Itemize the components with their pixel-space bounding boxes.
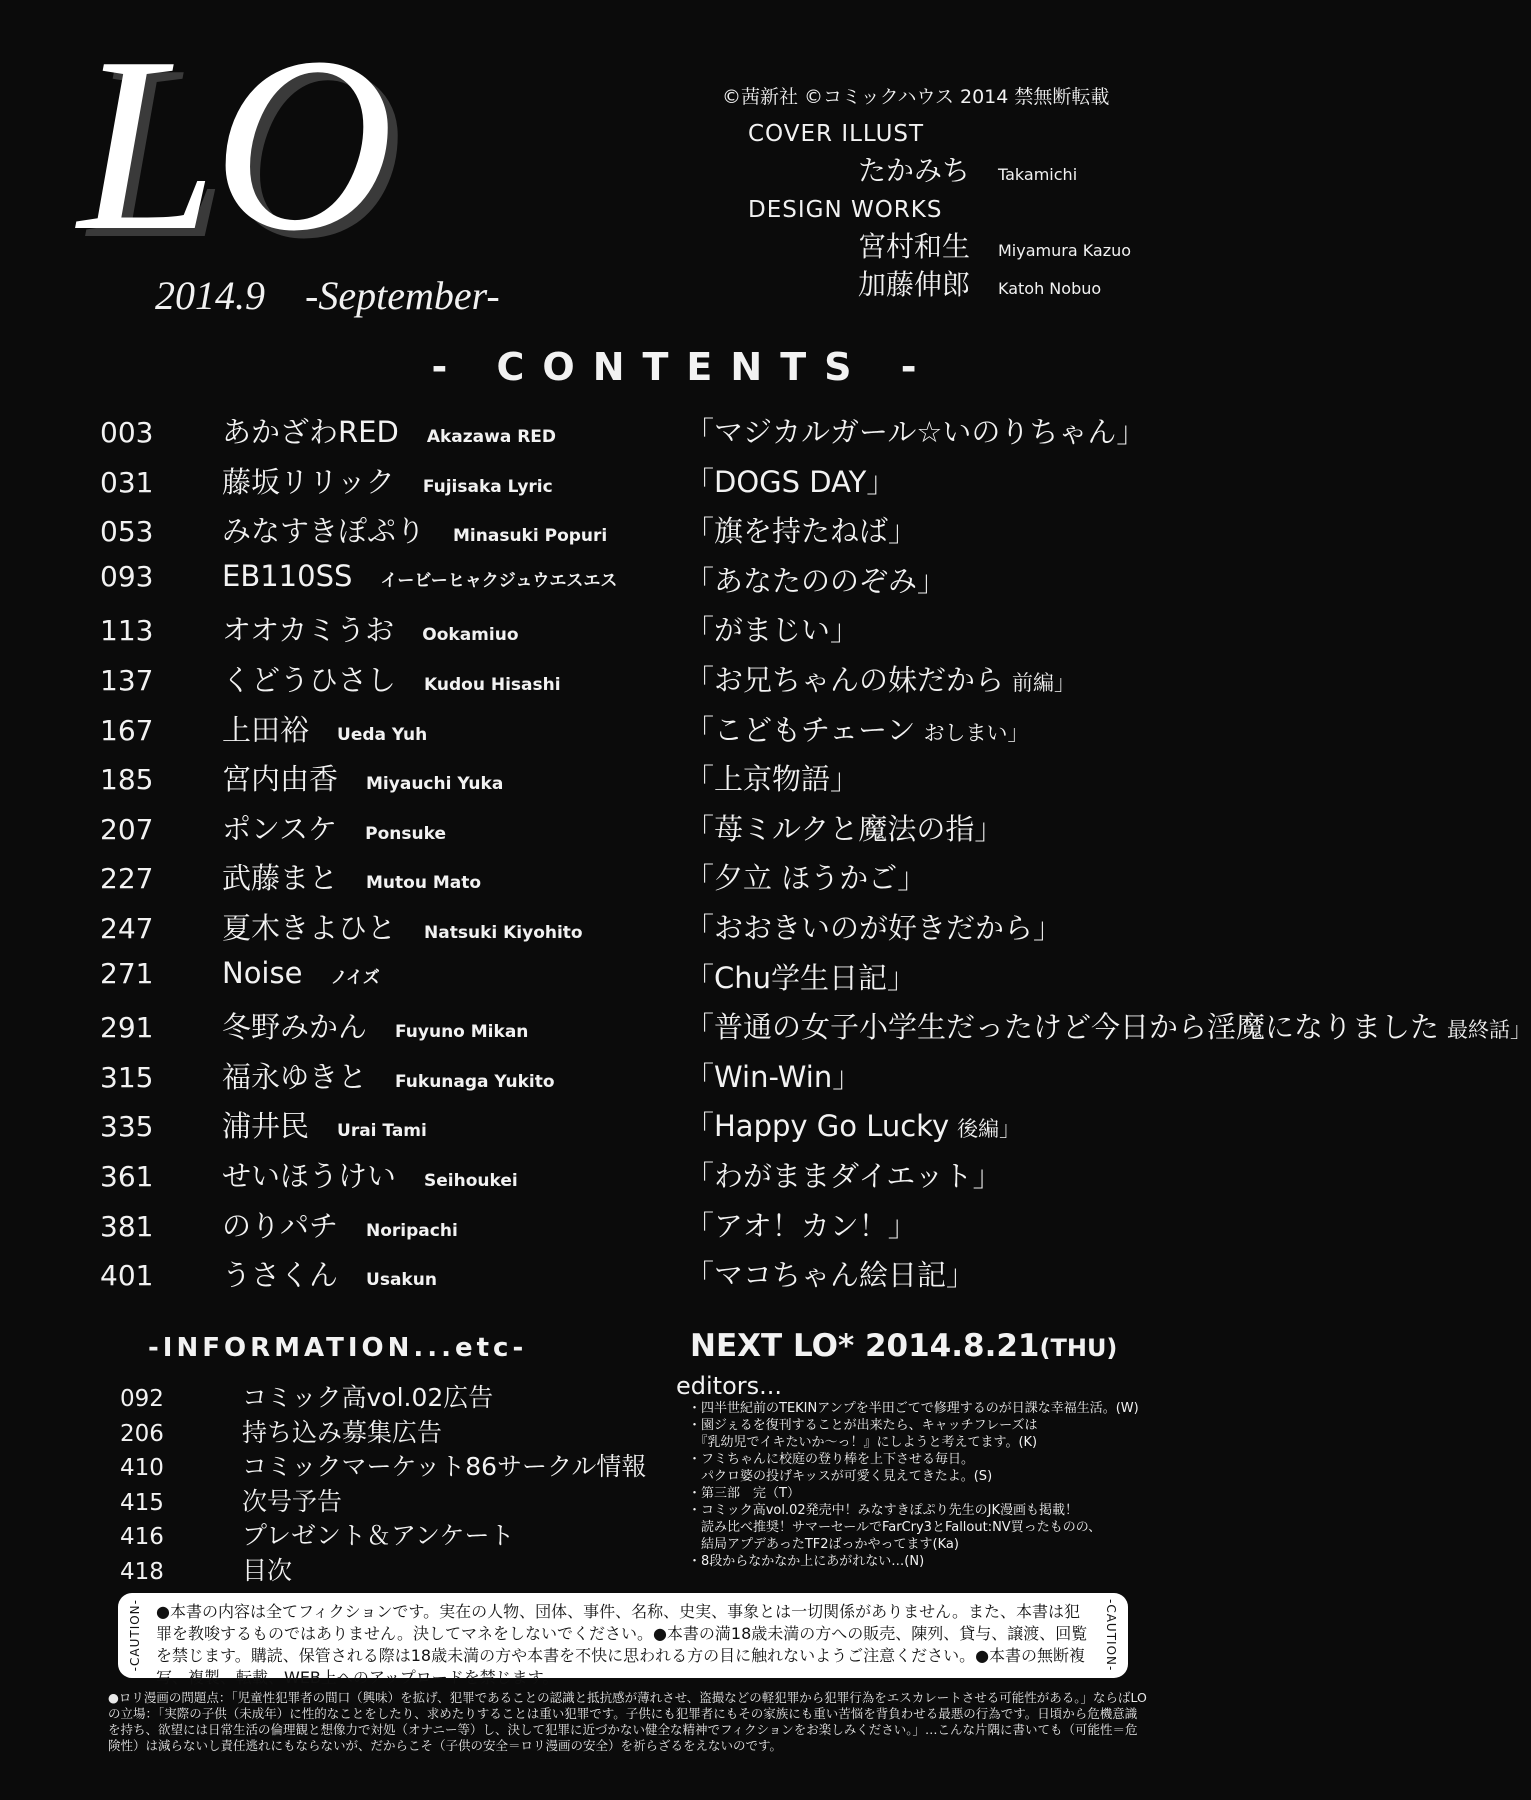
- toc-page-number: 227: [100, 862, 154, 896]
- info-row: [120, 1551, 680, 1586]
- toc-title-suffix: 前編」: [1012, 670, 1076, 695]
- toc-title-text: 「こどもチェーン: [685, 712, 916, 747]
- toc-author-romaji: Urai Tami: [337, 1121, 427, 1142]
- toc-author: のりパチ: [222, 1208, 339, 1243]
- info-page-number: 418: [120, 1558, 164, 1585]
- info-row: [120, 1516, 680, 1551]
- toc-row: [100, 708, 1250, 758]
- magazine-logo: LO: [78, 6, 390, 283]
- toc-author: 冬野みかん: [222, 1010, 368, 1045]
- info-page-number: 092: [120, 1386, 164, 1412]
- contents-heading: - CONTENTS -: [431, 345, 935, 389]
- toc-title-text: 「旗を持たねば」: [685, 514, 918, 549]
- editor-note: ・フミちゃんに校庭の登り棒を上下させる毎日。 パクロ婆の投げキッスが可愛く見えてきたよ。(S): [688, 1452, 993, 1484]
- cover-artist: [858, 149, 1240, 185]
- info-label: 目次: [242, 1555, 293, 1585]
- toc-row: [100, 1055, 1250, 1105]
- toc-page-number: 381: [100, 1209, 154, 1243]
- toc-author: あかざわRED: [222, 415, 399, 449]
- toc-row: [100, 807, 1250, 857]
- toc-author-romaji: Akazawa RED: [426, 427, 557, 447]
- toc-title-text: 「上京物語」: [685, 762, 860, 797]
- caution-text: ●本書の内容は全てフィクションです。実在の人物、団体、事件、名称、史実、事象とは一切関係がありません。また、本書は犯罪を教唆するものではありません。決してマネをしないでください。●本書の満18歳未満の方への販売、陳列、貸与、譲渡、回覧を禁じます。購読、保管される際は18歳未満の方や本書を不快に思われる方の目に触れないようご注意ください。●本書の無断複写、複製、転載、WEB上へのアップロードを禁じます。: [156, 1602, 1088, 1687]
- editor-note: ・園ジぇるを復刊することが出来たら、キャッチフレーズは 『乳幼児でイキたいか〜っ！』にしようと考えてます。(K): [688, 1418, 1038, 1450]
- toc-page-number: 315: [100, 1060, 154, 1094]
- toc-row: [100, 559, 1250, 609]
- toc-page-number: 247: [100, 911, 154, 945]
- toc-title: [685, 608, 859, 649]
- toc-title-suffix: 最終話」: [1447, 1018, 1531, 1043]
- toc-title-text: 「DOGS DAY」: [685, 464, 896, 499]
- toc-author: 夏木きよひと: [222, 910, 397, 945]
- toc-title-text: 「あなたののぞみ」: [685, 563, 947, 598]
- copyright-notice: ©茜新社 ©コミックハウス 2014 禁無断転載: [722, 86, 1110, 108]
- information-list: [120, 1378, 680, 1585]
- toc-title: [685, 1204, 917, 1245]
- toc-author: せいほうけい: [222, 1158, 397, 1193]
- toc-title-text: 「アオ！カン！」: [685, 1208, 917, 1243]
- designer-en: Miyamura Kazuo: [998, 241, 1132, 260]
- toc-page-number: 031: [100, 465, 154, 499]
- issue-month: -September-: [305, 273, 500, 318]
- toc-row: [100, 757, 1250, 807]
- toc-row: [100, 956, 1250, 1006]
- toc-row: [100, 410, 1250, 460]
- toc-title-text: 「お兄ちゃんの妹だから: [685, 662, 1005, 697]
- toc-title: [685, 807, 1003, 848]
- toc-row: [100, 906, 1250, 956]
- toc-author-romaji: Noripachi: [366, 1220, 458, 1241]
- toc-page-number: 053: [100, 515, 154, 549]
- toc-title-text: 「わがままダイエット」: [685, 1158, 1002, 1193]
- table-of-contents: [100, 410, 1531, 1303]
- toc-row: [100, 1104, 1250, 1154]
- info-row: [120, 1447, 680, 1482]
- info-row: [120, 1413, 680, 1448]
- toc-title: [685, 757, 859, 798]
- toc-author-romaji: Ponsuke: [365, 823, 446, 844]
- toc-author: 武藤まと: [222, 861, 339, 896]
- toc-author: うさくん: [222, 1258, 339, 1293]
- toc-title-text: 「がまじい」: [685, 613, 860, 648]
- info-row: [120, 1378, 680, 1413]
- toc-author-romaji: Ookamiuo: [422, 625, 519, 646]
- info-page-number: 415: [120, 1489, 164, 1516]
- issue-date-number: 2014.9: [155, 273, 265, 318]
- caution-side-label: -CAUTION-: [128, 1599, 142, 1672]
- designer-en: Katoh Nobuo: [998, 279, 1102, 298]
- toc-author-romaji: Natsuki Kiyohito: [424, 922, 583, 943]
- editor-note: ・第三部 完（T）: [688, 1486, 800, 1501]
- toc-title: [685, 1154, 1002, 1195]
- design-works-role: DESIGN WORKS: [748, 197, 943, 223]
- toc-title-text: 「マコちゃん絵日記」: [685, 1258, 976, 1293]
- designer: [858, 225, 1240, 261]
- toc-title: [685, 658, 1075, 699]
- toc-author: くどうひさし: [222, 662, 397, 697]
- info-label: プレゼント＆アンケート: [242, 1521, 515, 1550]
- toc-author-romaji: Fukunaga Yukito: [395, 1071, 555, 1092]
- editors-label: editors...: [676, 1372, 783, 1400]
- toc-author-romaji: ノイズ: [330, 967, 380, 988]
- toc-page-number: 113: [100, 614, 154, 648]
- toc-row: [100, 608, 1250, 658]
- caution-box: [118, 1593, 1128, 1687]
- toc-page-number: 093: [100, 559, 154, 593]
- toc-author: みなすきぽぷり: [222, 514, 426, 549]
- info-label: コミックマーケット86サークル情報: [242, 1452, 647, 1481]
- toc-page-number: 361: [100, 1159, 154, 1193]
- toc-title: [685, 956, 916, 997]
- toc-author-romaji: Fujisaka Lyric: [422, 476, 553, 497]
- toc-title-text: 「普通の女子小学生だったけど今日から淫魔になりました: [685, 1010, 1440, 1045]
- toc-author-romaji: イービーヒャクジュウエスエス: [380, 570, 618, 591]
- toc-author-romaji: Minasuki Popuri: [453, 526, 608, 547]
- toc-page-number: 185: [100, 763, 154, 797]
- designer-jp: 加藤伸郎: [858, 268, 971, 301]
- toc-author-romaji: Kudou Hisashi: [424, 674, 561, 695]
- designer: [858, 263, 1240, 299]
- toc-row: [100, 460, 1250, 510]
- toc-row: [100, 1253, 1250, 1303]
- toc-title: [685, 856, 926, 897]
- toc-title-text: 「Win-Win」: [685, 1059, 862, 1094]
- toc-author-romaji: Seihoukei: [424, 1170, 518, 1191]
- toc-page-number: 137: [100, 663, 154, 697]
- designer-jp: 宮村和生: [858, 230, 971, 263]
- toc-title: [685, 1055, 861, 1096]
- toc-author: 上田裕: [222, 712, 310, 747]
- toc-row: [100, 1005, 1531, 1055]
- editor-note: ・8段からなかなか上にあがれない…(N): [688, 1554, 925, 1569]
- toc-title-text: 「苺ミルクと魔法の指」: [685, 811, 1004, 846]
- toc-title-text: 「Happy Go Lucky: [685, 1109, 950, 1144]
- toc-page-number: 207: [100, 812, 154, 846]
- toc-title: [685, 708, 1029, 749]
- info-row: [120, 1482, 680, 1517]
- cover-illust-role: COVER ILLUST: [748, 121, 925, 147]
- toc-page-number: 291: [100, 1011, 154, 1045]
- toc-author-romaji: Miyauchi Yuka: [366, 774, 504, 795]
- toc-title: [685, 1253, 975, 1294]
- toc-row: [100, 1154, 1250, 1204]
- info-label: コミック高vol.02広告: [242, 1383, 494, 1412]
- toc-row: [100, 509, 1250, 559]
- toc-row: [100, 856, 1250, 906]
- toc-page-number: 401: [100, 1259, 154, 1293]
- toc-title: [685, 460, 895, 501]
- editor-note: ・コミック高vol.02発売中！みなすきぽぷり先生のJK漫画も掲載！ 読み比べ推奨！サマーセールでFarCry3とFallout:NV買ったものの、 結局アプデあったTF2ばっかやってます(Ka): [688, 1503, 1102, 1552]
- toc-author: Noise: [222, 955, 303, 990]
- toc-title-text: 「夕立 ほうかご」: [685, 861, 927, 896]
- info-page-number: 410: [120, 1455, 164, 1481]
- toc-title: [685, 559, 946, 600]
- toc-title-suffix: おしまい」: [923, 720, 1029, 745]
- toc-title: [685, 1005, 1531, 1046]
- footnote: ●ロリ漫画の問題点：「児童性犯罪者の間口（興味）を拡げ、犯罪であることの認識と抵抗感が薄れさせ、盗撮などの軽犯罪から犯罪行為をエスカレートさせる可能性がある。」ならばLOの立場：「実際の子供（未成年）に性的なことをしたり、求めたりすることは重い犯罪です。子供にも犯罪者にもその家族にも重い苦悩を背負わせる最悪の行為です。日頃から危機意識を持ち、欲望には日常生活の倫理観と想像力で対処（オナニー等）し、決して犯罪に近づかない健全な精神でフィクションをお楽しみください。」…こんな片隅に書いても（可能性＝危険性）は減らないし責任逃れにもならないが、だからこそ（子供の安全＝ロリ漫画の安全）を祈らざるをえないのです。: [108, 1690, 1147, 1753]
- next-issue-day: (THU): [1039, 1334, 1118, 1362]
- toc-title-text: 「マジカルガール☆いのりちゃん」: [685, 415, 1146, 449]
- next-issue: [690, 1328, 1117, 1364]
- toc-page-number: 167: [100, 713, 154, 747]
- toc-title-text: 「Chu学生日記」: [685, 960, 917, 995]
- toc-page-number: 335: [100, 1110, 154, 1144]
- toc-title: [685, 410, 1145, 451]
- toc-author-romaji: Fuyuno Mikan: [395, 1022, 529, 1043]
- toc-title-text: 「おおきいのが好きだから」: [685, 910, 1063, 945]
- toc-author: EB110SS: [222, 558, 353, 593]
- toc-author: 福永ゆきと: [222, 1059, 368, 1094]
- toc-author: オオカミうお: [222, 613, 395, 648]
- toc-title: [685, 1104, 1020, 1145]
- toc-page-number: 271: [100, 956, 154, 990]
- toc-author: 藤坂リリック: [222, 464, 395, 499]
- next-issue-label: NEXT LO* 2014.8.21: [690, 1328, 1040, 1364]
- editors-notes: [688, 1400, 1233, 1570]
- toc-title: [685, 906, 1062, 947]
- caution-side-label: -CAUTION-: [1104, 1599, 1118, 1672]
- editor-note: ・四半世紀前のTEKINアンプを半田ごてで修理するのが日課な幸福生活。(W): [688, 1401, 1139, 1416]
- toc-author-romaji: Mutou Mato: [366, 873, 482, 894]
- issue-date: [155, 272, 500, 319]
- info-label: 次号予告: [242, 1486, 343, 1516]
- info-page-number: 416: [120, 1524, 164, 1550]
- toc-row: [100, 1204, 1250, 1254]
- toc-author-romaji: Usakun: [366, 1270, 437, 1291]
- info-page-number: 206: [120, 1420, 164, 1447]
- toc-title-suffix: 後編」: [957, 1117, 1021, 1142]
- cover-artist-jp: たかみち: [858, 154, 971, 187]
- toc-author: ポンスケ: [222, 811, 338, 846]
- info-label: 持ち込み募集広告: [242, 1417, 443, 1447]
- toc-author: 浦井民: [222, 1109, 310, 1144]
- toc-row: [100, 658, 1250, 708]
- information-heading: -INFORMATION...etc-: [148, 1333, 528, 1363]
- toc-title: [685, 509, 917, 550]
- toc-page-number: 003: [100, 416, 154, 449]
- cover-artist-en: Takamichi: [998, 165, 1078, 184]
- toc-author: 宮内由香: [222, 762, 339, 797]
- toc-author-romaji: Ueda Yuh: [337, 724, 428, 745]
- credits-block: [720, 82, 1240, 299]
